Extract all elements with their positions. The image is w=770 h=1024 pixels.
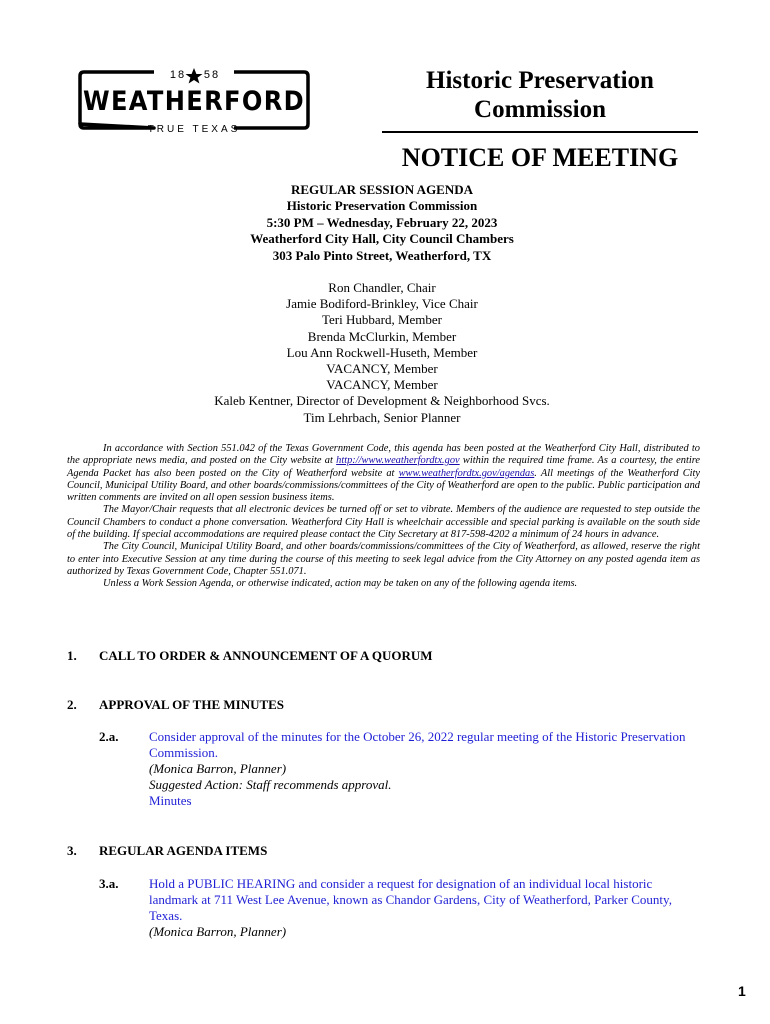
legal-notice [67, 443, 700, 591]
member-item: VACANCY, Member [326, 377, 438, 393]
agenda-time: 5:30 PM – Wednesday, February 22, 2023 [266, 214, 498, 230]
logo-wordmark: WEATHERFORD [83, 86, 305, 117]
notice-heading: NOTICE OF MEETING [401, 143, 679, 172]
agenda-type: REGULAR SESSION AGENDA [290, 182, 474, 197]
city-website-link[interactable]: http://www.weatherfordtx.gov [336, 455, 460, 467]
agenda-item-2a [99, 729, 699, 809]
section-title: REGULAR AGENDA ITEMS [99, 843, 268, 858]
agenda-body: Historic Preservation Commission [286, 198, 478, 214]
member-item: Ron Chandler, Chair [328, 280, 436, 295]
weatherford-logo [66, 62, 322, 138]
section-number: 1. [67, 648, 77, 663]
member-item: Kaleb Kentner, Director of Development & Neighborhood Svcs. [214, 393, 550, 409]
commission-title [382, 66, 698, 124]
member-item: Teri Hubbard, Member [321, 312, 443, 328]
logo-year-left: 18 [169, 69, 187, 81]
agendas-link[interactable]: www.weatherfordtx.gov/agendas [398, 467, 535, 479]
item-3a-title-link[interactable]: Hold a PUBLIC HEARING and consider a request for designation of an individual local historic landmark at 711 West Lee Avenue, known as Chandor Gardens, City of Weatherford, Parker County, Texas. [149, 876, 672, 923]
agenda-venue: Weatherford City Hall, City Council Chambers [250, 231, 514, 247]
item-2a-title-link[interactable]: Consider approval of the minutes for the October 26, 2022 regular meeting of the Historic Preservation Commission. [149, 729, 686, 760]
member-item: Brenda McClurkin, Member [307, 328, 457, 344]
item-presenter: (Monica Barron, Planner) [149, 761, 287, 776]
member-item: VACANCY, Member [326, 361, 438, 377]
title-divider [382, 131, 698, 133]
member-list [150, 280, 614, 426]
member-item: Tim Lehrbach, Senior Planner [303, 409, 461, 425]
devices-notice: The Mayor/Chair requests that all electronic devices be turned off or set to vibrate. Members of the audience are requested to step outside the Council Chambers to conduct a phone conversation. Weatherford City Hall is wheelchair accessible and special parking is available on the south side of the building. If special accommodations are required please contact the City Secretary at 817-598-4202 a minimum of 24 hours in advance. [67, 504, 700, 541]
posting-notice: In accordance with Section 551.042 of the Texas Government Code, this agenda has been posted at the Weatherford City Hall, distributed to the appropriate news media, and posted on the City website at http://www.weatherfordtx.gov within the required time frame. As a courtesy, the entire Agenda Packet has also been posted on the City of Weatherford website at www.weatherfordtx.gov/agendas. All meetings of the Weatherford City Council, Municipal Utility Board, and other boards/commissions/committees of the City of Weatherford are open to the public. Public participation and written comments are invited on all open session business items. [67, 443, 701, 504]
title-line-2: Commission [474, 96, 606, 123]
item-number: 2.a. [99, 729, 119, 744]
section-title: APPROVAL OF THE MINUTES [99, 697, 285, 712]
section-number: 3. [67, 843, 77, 858]
title-line-1: Historic Preservation [426, 67, 654, 94]
executive-session-notice: The City Council, Municipal Utility Board, and other boards/commissions/committees of the City of Weatherford, as allowed, reserve the right to enter into Executive Session at any time during the course of this meeting to seek legal advice from the City Attorney on any posted agenda item as authorized by Texas Government Code, Chapter 551.071. [67, 541, 700, 577]
logo-year-right: 58 [203, 69, 221, 81]
agenda-header [150, 182, 614, 264]
texas-star-icon [186, 68, 203, 84]
member-item: Jamie Bodiford-Brinkley, Vice Chair [286, 296, 478, 312]
agenda-item-3a [99, 876, 699, 940]
section-call-to-order [67, 648, 433, 664]
suggested-action: Suggested Action: Staff recommends approval. [149, 777, 392, 792]
item-presenter: (Monica Barron, Planner) [149, 924, 287, 939]
logo-tagline: TRUE TEXAS [147, 124, 241, 135]
item-number: 3.a. [99, 876, 119, 891]
agenda-address: 303 Palo Pinto Street, Weatherford, TX [272, 247, 492, 263]
section-approval-minutes [67, 697, 284, 713]
section-title: CALL TO ORDER & ANNOUNCEMENT OF A QUORUM [99, 648, 433, 663]
member-item: Lou Ann Rockwell-Huseth, Member [286, 344, 478, 360]
section-regular-agenda [67, 843, 267, 859]
section-number: 2. [67, 697, 77, 712]
action-notice: Unless a Work Session Agenda, or otherwise indicated, action may be taken on any of the following agenda items. [103, 578, 578, 590]
page-number: 1 [738, 983, 746, 999]
minutes-attachment-link[interactable]: Minutes [149, 793, 192, 808]
